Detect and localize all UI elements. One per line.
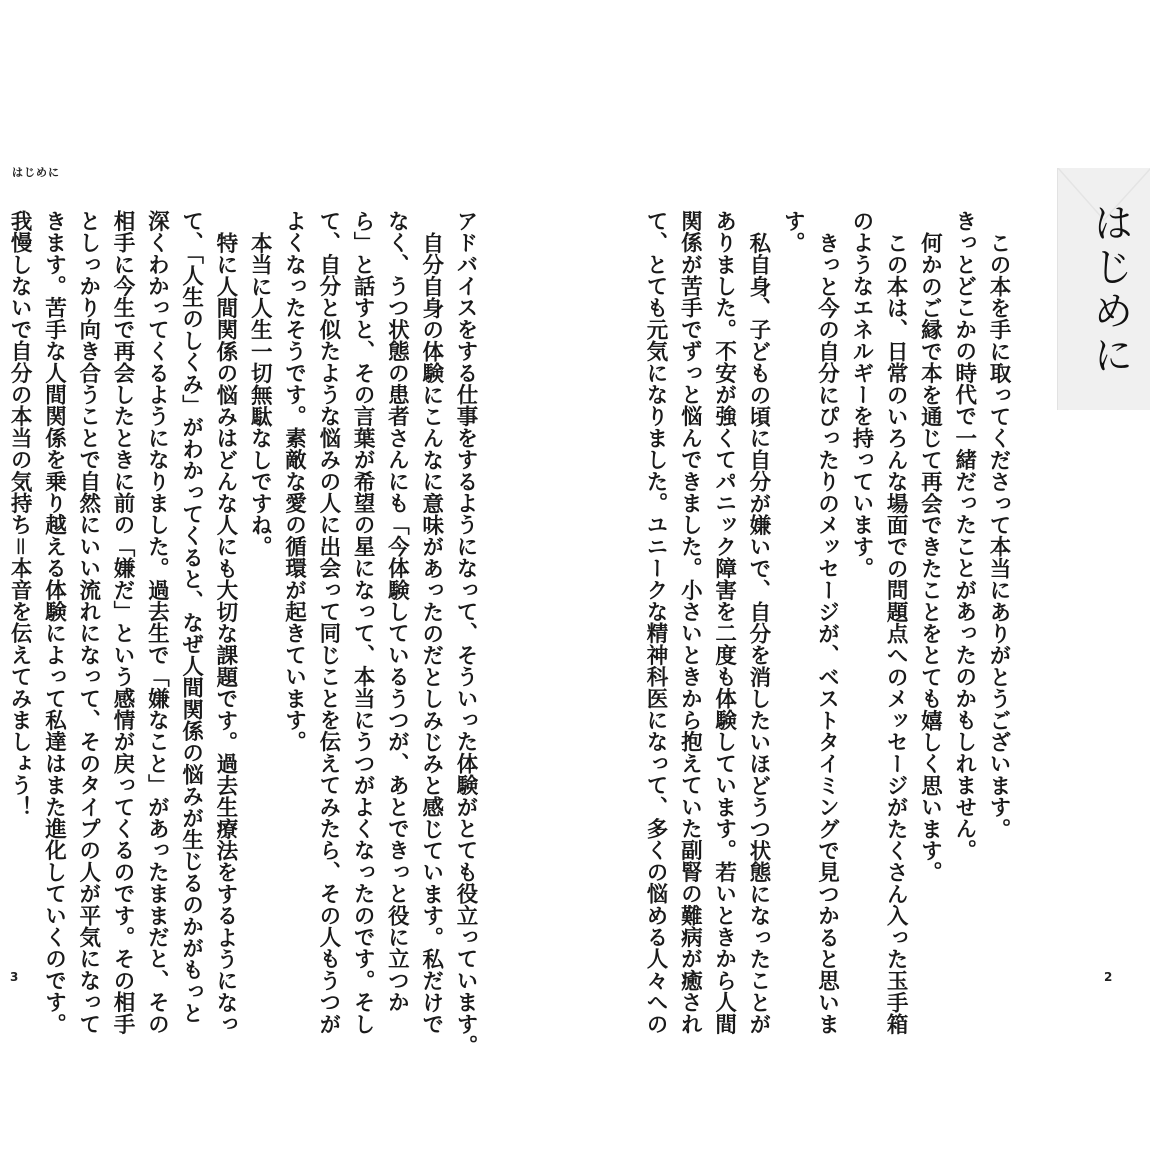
page-number-left: 3 bbox=[10, 970, 19, 984]
chapter-title: はじめに bbox=[1087, 202, 1133, 378]
text-line: よくなったそうです。素敵な愛の循環が起きています。 bbox=[281, 210, 307, 753]
text-line: す。 bbox=[780, 210, 806, 254]
text-line: 私自身、子どもの頃に自分が嫌いで、自分を消したいほどうつ状態になったことが bbox=[745, 231, 771, 1035]
text-line: なく、うつ状態の患者さんにも「今体験しているうつが、あとできっと役に立つか bbox=[384, 210, 410, 1013]
page-number-right: 2 bbox=[1104, 970, 1113, 984]
left-page-text bbox=[7, 210, 482, 1057]
text-line: て、とても元気になりました。ユニークな精神科医になって、多くの悩める人々への bbox=[643, 210, 669, 1035]
text-line: きっとどこかの時代で一緒だったことがあったのかもしれません。 bbox=[951, 210, 977, 861]
text-line: 関係が苦手でずっと悩んできました。小さいときから抱えていた副腎の難病が癒され bbox=[677, 210, 703, 1035]
running-head: はじめに bbox=[12, 166, 60, 179]
text-line: 相手に今生で再会したときに前の「嫌だ」という感情が戻ってくるのです。その相手 bbox=[110, 210, 136, 1035]
text-line: としっかり向き合うことで自然にいい流れになって、そのタイプの人が平気になって bbox=[75, 210, 101, 1035]
text-line: 深くわかってくるようになりました。過去生で「嫌なこと」があったままだと、その bbox=[144, 210, 170, 1035]
text-line: のようなエネルギーを持っています。 bbox=[848, 210, 874, 579]
text-line: 何かのご縁で本を通じて再会できたことをとても嬉しく思います。 bbox=[917, 231, 943, 883]
text-line: ありました。不安が強くてパニック障害を二度も体験しています。若いときから人間 bbox=[711, 210, 737, 1035]
text-line: て、「人生のしくみ」がわかってくると、なぜ人間関係の悩みが生じるのかがもっと bbox=[178, 210, 204, 1024]
text-line: この本を手に取ってくださって本当にありがとうございます。 bbox=[986, 231, 1011, 840]
text-line: アドバイスをする仕事をするようになって、そういった体験がとても役立っています。 bbox=[453, 210, 478, 1057]
text-line: この本は、日常のいろんな場面での問題点へのメッセージがたくさん入った玉手箱 bbox=[883, 231, 909, 1035]
text-line: 我慢しないで自分の本当の気持ち＝本音を伝えてみましょう！ bbox=[7, 210, 33, 818]
text-line: 本当に人生一切無駄なしですね。 bbox=[247, 231, 273, 557]
text-line: 自分自身の体験にこんなに意味があったのだとしみじみと感じています。私だけで bbox=[418, 231, 444, 1035]
text-line: きます。苦手な人間関係を乗り越える体験によって私達はまた進化していくのです。 bbox=[41, 210, 67, 1035]
right-page-text bbox=[640, 210, 1015, 1035]
text-line: て、自分と似たような悩みの人に出会って同じことを伝えてみたら、その人もうつが bbox=[315, 210, 341, 1035]
text-line: ら」と話すと、その言葉が希望の星になって、本当にうつがよくなったのです。そし bbox=[350, 210, 376, 1035]
text-line: 特に人間関係の悩みはどんな人にも大切な課題です。過去生療法をするようになっ bbox=[212, 231, 238, 1035]
text-line: きっと今の自分にぴったりのメッセージが、ベストタイミングで見つかると思いま bbox=[814, 231, 840, 1035]
